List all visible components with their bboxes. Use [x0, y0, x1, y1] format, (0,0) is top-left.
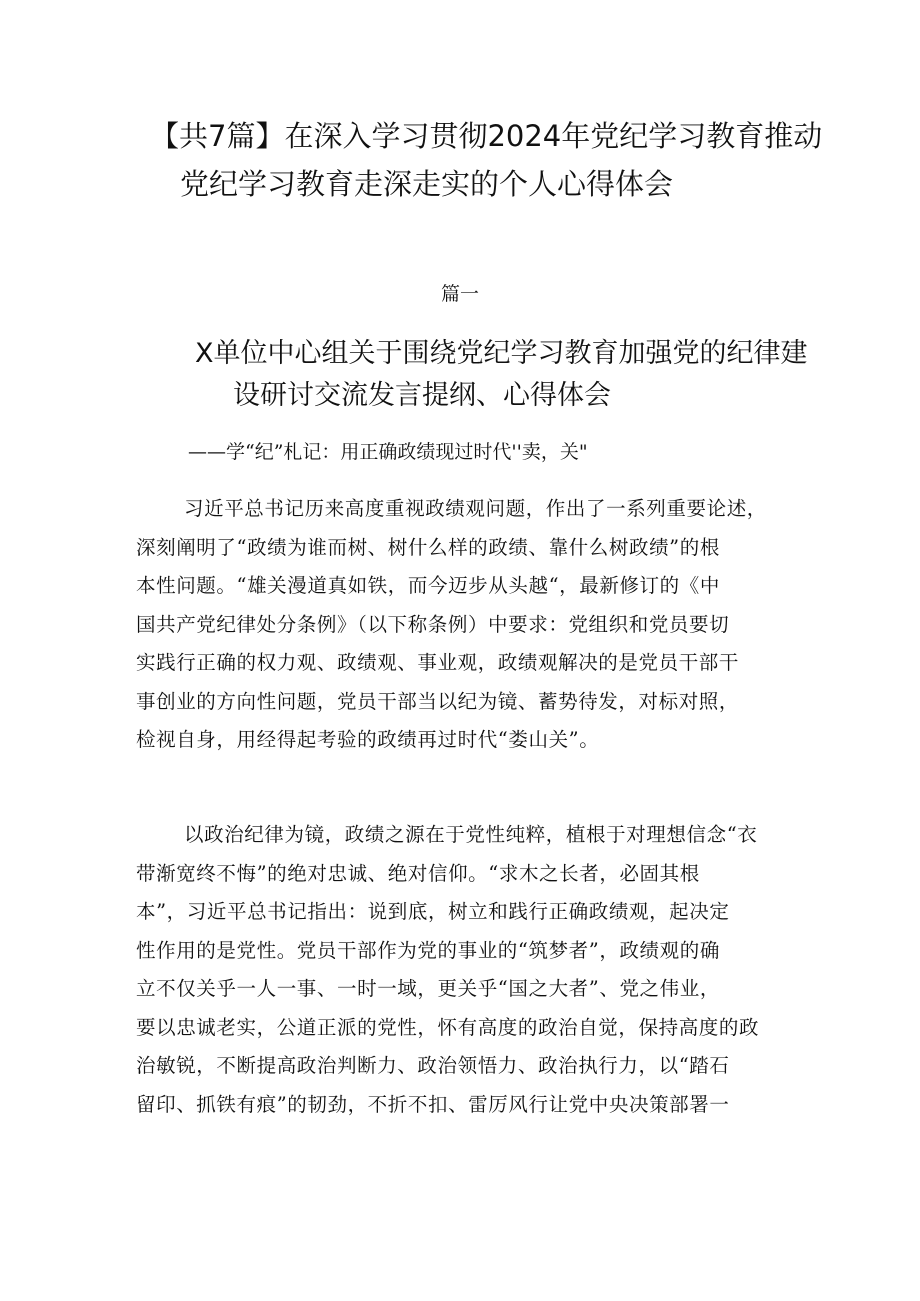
document-title — [150, 112, 870, 208]
paragraph-line: 带渐宽终不悔”的绝对忠诚、绝对信仰。“求木之长者，必固其根 — [136, 861, 700, 885]
paragraph-line: 以政治纪律为镜，政绩之源在于党性纯粹，植根于对理想信念“衣 — [184, 823, 758, 846]
paragraph-line: 检视自身，用经得起考验的政绩再过时代“娄山关”。 — [136, 728, 600, 751]
paragraph-line: 治敏锐，不断提高政治判断力、政治领悟力、政治执行力，以“踏石 — [136, 1054, 730, 1077]
section-subtitle: ——学“纪”札记：用正确政绩现过时代''卖，关" — [188, 441, 588, 463]
paragraph-line: 性作用的是党性。党员干部作为党的事业的“筑梦者”，政绩观的确 — [136, 938, 720, 962]
document-title-line-2: 党纪学习教育走深走实的个人心得体会 — [180, 167, 674, 201]
paragraph-line: 本性问题。“雄关漫道真如铁，而今迈步从头越“，最新修订的《中 — [136, 574, 720, 597]
paragraph-line: 实践行正确的权力观、政绩观、事业观，政绩观解决的是党员干部干 — [136, 651, 740, 674]
paragraph-1 — [136, 490, 816, 760]
section-title-line-1: X单位中心组关于围绕党纪学习教育加强党的纪律建 — [195, 338, 808, 369]
paragraph-line: 留印、抓铁有痕”的韧劲，不折不扣、雷厉风行让党中央决策部署一 — [136, 1092, 730, 1116]
paragraph-2 — [136, 816, 816, 1124]
paragraph-line: 立不仅关乎一人一事、一时一域，更关乎“国之大者”、党之伟业， — [136, 977, 720, 1000]
paragraph-line: 本”，习近平总书记指出：说到底，树立和践行正确政绩观，起决定 — [136, 900, 730, 923]
paragraph-line: 事创业的方向性问题，党员干部当以纪为镜、蓄势待发，对标对照， — [136, 689, 740, 713]
paragraph-line: 习近平总书记历来高度重视政绩观问题，作出了一系列重要论述， — [184, 497, 767, 520]
section-title-line-2: 设研讨交流发言提纲、心得体会 — [233, 380, 611, 411]
chapter-label: 篇一 — [440, 283, 479, 305]
document-title-line-1: 【共7篇】在深入学习贯彻2024年党纪学习教育推动 — [150, 119, 823, 153]
section-title — [195, 333, 835, 417]
paragraph-line: 深刻阐明了“政绩为谁而树、树什么样的政绩、靠什么树政绩”的根 — [136, 535, 720, 559]
paragraph-line: 国共产党纪律处分条例》（以下称条例）中要求：党组织和党员要切 — [136, 612, 730, 636]
paragraph-line: 要以忠诚老实，公道正派的党性，怀有高度的政治自觉，保持高度的政 — [136, 1015, 760, 1039]
